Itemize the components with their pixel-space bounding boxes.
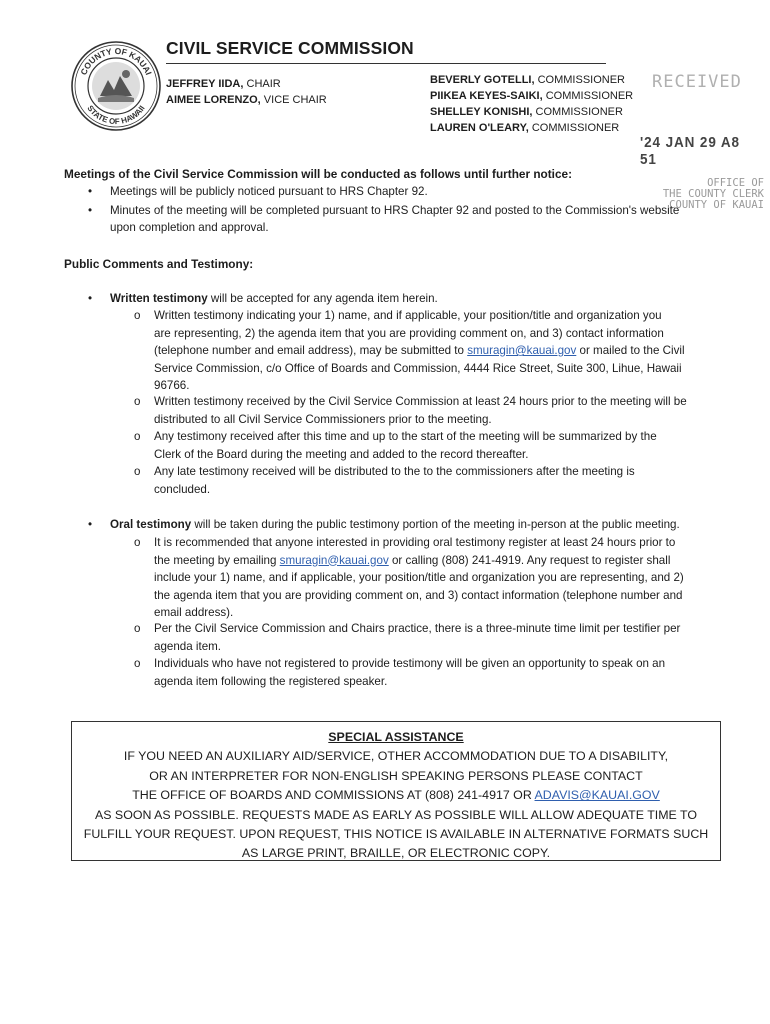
chair-line [166,76,327,92]
vice-chair-name: AIMEE LORENZO, [166,94,261,106]
written-sub-1 [154,307,754,395]
assistance-line: AS SOON AS POSSIBLE. REQUESTS MADE AS EARLY AS POSSIBLE WILL ALLOW ADEQUATE TIME TO [94,807,698,822]
oral-sub-1-line: the agenda item that you are providing comment on, and 3) contact information (telephone number and [154,588,683,602]
chair-name: JEFFREY IIDA, [166,78,244,90]
written-sub-1-line: 96766. [154,379,190,392]
seal-top-text: COUNTY OF KAUAI [78,45,154,77]
written-intro [110,290,438,308]
commissioner-role: COMMISSIONER [531,122,620,134]
written-sub-2 [154,393,687,428]
special-assistance-box [71,721,721,861]
oral-sub-1 [154,534,684,622]
oral-sub-1-line: include your 1) name, and if applicable, your position/title and organization you are representing, and 2) [154,571,684,584]
assistance-line: AS LARGE PRINT, BRAILLE, OR ELECTRONIC COPY. [241,846,551,861]
received-date-stamp: '24 JAN 29 A8 51 [640,134,740,168]
written-sub-1-line: Service Commission, c/o Office of Boards and Commission, 4444 Rice Street, Suite 300, Lihue, Hawaii [154,361,682,375]
assistance-line: OR AN INTERPRETER FOR NON-ENGLISH SPEAKING PERSONS PLEASE CONTACT [149,768,643,783]
assistance-text: THE OFFICE OF BOARDS AND COMMISSIONS AT (808) 241-4917 OR [132,788,535,803]
meetings-bullet-icon: • [88,204,93,217]
clerk-stamp-line: OFFICE OF [707,177,764,189]
special-assistance-title: SPECIAL ASSISTANCE [328,730,464,744]
written-lead: Written testimony [110,292,208,305]
commissioner-name: PIIKEA KEYES-SAIKI, [430,90,543,102]
clerk-stamp-line: COUNTY OF KAUAI [669,199,764,211]
commissioner-role: COMMISSIONER [537,74,625,86]
meetings-heading: Meetings of the Civil Service Commission will be conducted as follows until further notice: [64,167,572,181]
oral-sub-2 [154,620,680,655]
sub-bullet-icon: o [134,465,141,478]
oral-sub-1-text: the meeting by emailing [154,553,280,567]
commissioner-role: COMMISSIONER [545,90,634,102]
vice-chair-line [166,92,327,108]
email-link-smuragin[interactable]: smuragin@kauai.gov [279,553,389,567]
written-sub-3 [154,428,657,463]
assistance-line: IF YOU NEED AN AUXILIARY AID/SERVICE, OTHER ACCOMMODATION DUE TO A DISABILITY, [123,749,669,764]
written-bullet-icon: • [88,292,93,305]
written-sub-4-line: Any late testimony received will be distributed to the to the commissioners after the meeting is [154,465,635,478]
commissioner-line [430,104,633,120]
sub-bullet-icon: o [134,536,141,549]
assistance-line: FULFILL YOUR REQUEST. UPON REQUEST, THIS NOTICE IS AVAILABLE IN ALTERNATIVE FORMATS SUCH [83,827,709,842]
sub-bullet-icon: o [134,395,141,408]
oral-sub-3-line: agenda item following the registered speaker. [154,674,388,688]
vice-chair-role: VICE CHAIR [263,94,327,106]
commissioner-name: LAUREN O'LEARY, [430,122,529,134]
commissioner-line [430,120,633,136]
chair-role: CHAIR [246,78,281,90]
written-sub-1-line: Written testimony indicating your 1) name, and if applicable, your position/title and organization you [154,309,662,322]
oral-intro [110,516,680,534]
county-seal-icon [70,40,162,132]
oral-sub-1-line: email address). [154,606,234,619]
oral-sub-1-line [154,552,684,570]
oral-sub-1-line: It is recommended that anyone interested in providing oral testimony register at least 24 hours prior to [154,536,676,549]
written-sub-1-text: (telephone number and email address), may be submitted to [154,344,468,357]
email-link-smuragin[interactable]: smuragin@kauai.gov [467,344,577,357]
oral-sub-3-line: Individuals who have not registered to provide testimony will be given an opportunity to speak on an [154,657,666,670]
commissioner-role: COMMISSIONER [535,106,623,118]
sub-bullet-icon: o [134,657,141,670]
sub-bullet-icon: o [134,622,141,635]
page-title: CIVIL SERVICE COMMISSION [166,38,414,58]
oral-sub-1-text: or calling (808) 241-4919. Any request to register shall [388,553,671,567]
oral-sub-3 [154,655,665,690]
seal-bottom-text: STATE OF HAWAII [85,103,147,127]
assistance-line [72,786,720,805]
written-sub-4 [154,463,635,498]
commissioner-line [430,88,633,104]
commissioner-line [430,72,633,88]
clerk-stamp-line: THE COUNTY CLERK [662,188,764,200]
header-divider [166,63,606,64]
oral-lead: Oral testimony [110,518,192,531]
officers-left [166,76,327,108]
oral-sub-2-line: Per the Civil Service Commission and Chairs practice, there is a three-minute time limit per testifier per [154,622,681,635]
sub-bullet-icon: o [134,430,141,443]
written-sub-2-line: Written testimony received by the Civil Service Commission at least 24 hours prior to the meeting will be [154,395,687,408]
meetings-bullet-2-cont: upon completion and approval. [110,221,269,234]
written-sub-4-line: concluded. [154,482,211,496]
written-sub-1-line [154,342,754,360]
written-rest: will be accepted for any agenda item herein. [207,292,438,305]
sub-bullet-icon: o [134,309,141,322]
public-heading: Public Comments and Testimony: [64,257,254,271]
meetings-bullet-2: Minutes of the meeting will be completed pursuant to HRS Chapter 92 and posted to the Commission's website [110,204,680,217]
oral-sub-2-line: agenda item. [154,639,222,653]
oral-rest: will be taken during the public testimony portion of the meeting in-person at the public meeting. [191,518,680,531]
commissioners-list [430,72,633,136]
received-stamp: RECEIVED [652,72,742,92]
written-sub-3-line: Any testimony received after this time and up to the start of the meeting will be summarized by the [154,430,657,443]
meetings-bullet-1: Meetings will be publicly noticed pursuant to HRS Chapter 92. [110,185,428,198]
written-sub-1-text: or mailed to the Civil [576,344,685,357]
oral-bullet-icon: • [88,518,93,531]
email-link-adavis[interactable]: ADAVIS@KAUAI.GOV [534,788,660,803]
commissioner-name: SHELLEY KONISHI, [430,106,533,118]
written-sub-3-line: Clerk of the Board during the meeting and added to the record thereafter. [154,447,529,461]
commissioner-name: BEVERLY GOTELLI, [430,74,535,86]
meetings-bullet-icon: • [88,185,93,198]
written-sub-2-line: distributed to all Civil Service Commissioners prior to the meeting. [154,412,492,426]
written-sub-1-line: are representing, 2) the agenda item that you are providing comment on, and 3) contact information [154,326,664,340]
